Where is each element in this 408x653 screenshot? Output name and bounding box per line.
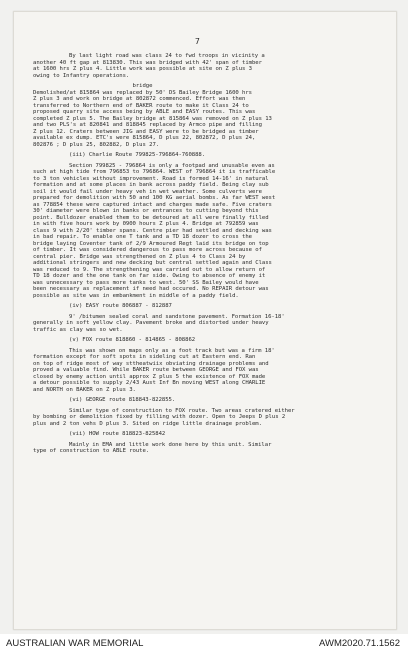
text-line: as 778854 these were captured intact and charges made safe. Five craters bbox=[33, 201, 272, 208]
text-line: Demolished/at 815864 was replaced by 50' DS Bailey Bridge 1600 hrs bbox=[33, 89, 252, 96]
text-line: This was shown on maps only as a foot track but was a firm 18' bbox=[69, 347, 275, 354]
text-line: such at high tide from 796853 to 796864. WEST of 796864 it is trafficable bbox=[33, 169, 276, 175]
text-line: formation except for soft spots in sideling cut at Eastern end. Ran bbox=[33, 354, 256, 360]
text-line: a detour possible to supply 2/43 Aust Inf Bn moving WEST along CHARLIE bbox=[33, 380, 266, 386]
text-line: to 3 ton vehicles without improvement. Road is formed 14-16' in natural bbox=[33, 175, 269, 182]
text-line: soil it would fail under heavy veh in wet weather. Some culverts were bbox=[33, 188, 262, 195]
text-line: on top of ridge most of way sttheatwiix obviating drainage problems and bbox=[33, 360, 269, 367]
text-line: completed Z plus 5. The Bailey bridge at 815864 was removed on Z plus 13 bbox=[33, 115, 272, 122]
text-line: traffic as clay was so wet. bbox=[33, 326, 123, 333]
section-heading: (v) FOX route 818860 - 814865 - 808862 bbox=[69, 337, 196, 343]
text-line: By last light road was class 24 to fwd troops in vicinity a bbox=[69, 53, 265, 59]
text-line: 30' diameter were blown in banks or entrances to cutting beyond this bbox=[33, 208, 259, 214]
text-line: closed by enemy action until approx Z plus 5 the existence of FOX made bbox=[33, 373, 266, 380]
text-line: bridge bbox=[33, 83, 153, 89]
text-line: available ex dump. ETC's were 815864, D plus 22, 802872, D plus 24, bbox=[33, 135, 256, 141]
footer-credit: AUSTRALIAN WAR MEMORIAL bbox=[6, 638, 144, 649]
document-body bbox=[33, 53, 369, 455]
text-line: 9' /bitumen sealed coral and sandstone pavement. Formation 16-18' bbox=[69, 313, 285, 320]
text-line: plus and 2 ton vehs D plus 3. Sited on ridge little drainage problem. bbox=[33, 420, 262, 427]
text-line: transferred to Northern end of BAKER route to make it Class 24 to bbox=[33, 102, 249, 109]
text-line: possible as site was in embankment in middle of a paddy field. bbox=[33, 292, 239, 299]
text-line: generally in soft yellow clay. Pavement broke and distorted under heavy bbox=[33, 320, 269, 326]
text-line: of timber. It was considered dangerous to pass more across because of bbox=[33, 247, 262, 253]
text-line: been necessary as replacement if need had occured. No REPAIR detour was bbox=[33, 286, 269, 292]
text-line: Mainly in EMA and little work done here by this unit. Similar bbox=[69, 441, 272, 448]
text-line: and two PLS's at 820841 and 818845 replaced by Armco pipe and filling bbox=[33, 122, 262, 128]
text-line: prepared for demolition with 50 and 100 KG aerial bombs. As far WEST west bbox=[33, 195, 276, 201]
text-line: in with five hours work by 0900 hours Z plus 4. Bridge at 792859 was bbox=[33, 221, 259, 227]
text-line: another 40 ft gap at 813830. This was bridged with 42' span of timber bbox=[33, 59, 262, 66]
text-line: central pier. Bridge was strengthened on Z plus 4 to Class 24 by bbox=[33, 253, 246, 260]
text-line: proposed quarry site access being by ABLE and EASY routes. This was bbox=[33, 109, 256, 115]
section-heading: (vii) HOW route 818823-825842 bbox=[69, 431, 166, 437]
text-line: point. Bulldozer enabled them to be detoured at all were finally filled bbox=[33, 214, 269, 221]
text-line: and NORTH on BAKER on Z plus 3. bbox=[33, 386, 136, 393]
text-line: Z plus 12. Craters between JIG and EASY were to be bridged as timber bbox=[33, 128, 259, 135]
footer-bar bbox=[0, 634, 408, 653]
page-number: 7 bbox=[195, 37, 200, 46]
section-heading: (iv) EASY route 806887 - 812887 bbox=[69, 303, 172, 309]
text-line: was unnecessary to pass more tanks to west. 50' SS Bailey would have bbox=[33, 279, 259, 286]
text-line: additional stringers and new decking but central settled again and Class bbox=[33, 260, 272, 266]
text-line: formation and at some places in bank across paddy field. Being clay sub bbox=[33, 182, 269, 188]
text-line: 802876 ; D plus 25, 802882, D plus 27. bbox=[33, 141, 160, 148]
text-line: was reduced to 9. The strengthening was carried out to allow return of bbox=[33, 266, 266, 273]
text-line: Similar type of construction to FOX route. Two areas cratered either bbox=[69, 407, 295, 414]
section-heading: (vi) GEORGE route 818843-822855. bbox=[69, 397, 176, 403]
text-line: by bombing or demolition fixed by filling with dozer. Open to Jeeps D plus 2 bbox=[33, 414, 286, 420]
text-line: type of construction to ABLE route. bbox=[33, 448, 150, 454]
text-line: TD 18 dozer and the one tank on far side. Owing to absence of enemy it bbox=[33, 273, 266, 279]
text-line: owing to Infantry operations. bbox=[33, 72, 130, 79]
text-line: Z plus 3 and work on bridge at 802872 commenced. Effort was then bbox=[33, 96, 246, 102]
text-line: class 9 with 2/20' timber spans. Centre pier had settled and decking was bbox=[33, 227, 272, 234]
text-line: in bad repair. To enable one T tank and a TD 18 dozer to cross the bbox=[33, 234, 252, 240]
text-line: Section 799825 - 796864 is only a footpad and unusable even as bbox=[69, 162, 275, 169]
text-line: at 1600 hrs Z plus 4. Little work was possible at site on Z plus 3 bbox=[33, 66, 252, 72]
text-line: proved a valuable find. While BAKER route between GEORGE and FOX was bbox=[33, 367, 259, 373]
footer-catalogue-id: AWM2020.71.1562 bbox=[319, 638, 400, 649]
text-line: bridge laying Coventer tank of 2/9 Armoured Regt laid its bridge on top bbox=[33, 240, 269, 247]
section-heading: (iii) Charlie Route 799825-796864-760888. bbox=[69, 152, 206, 158]
